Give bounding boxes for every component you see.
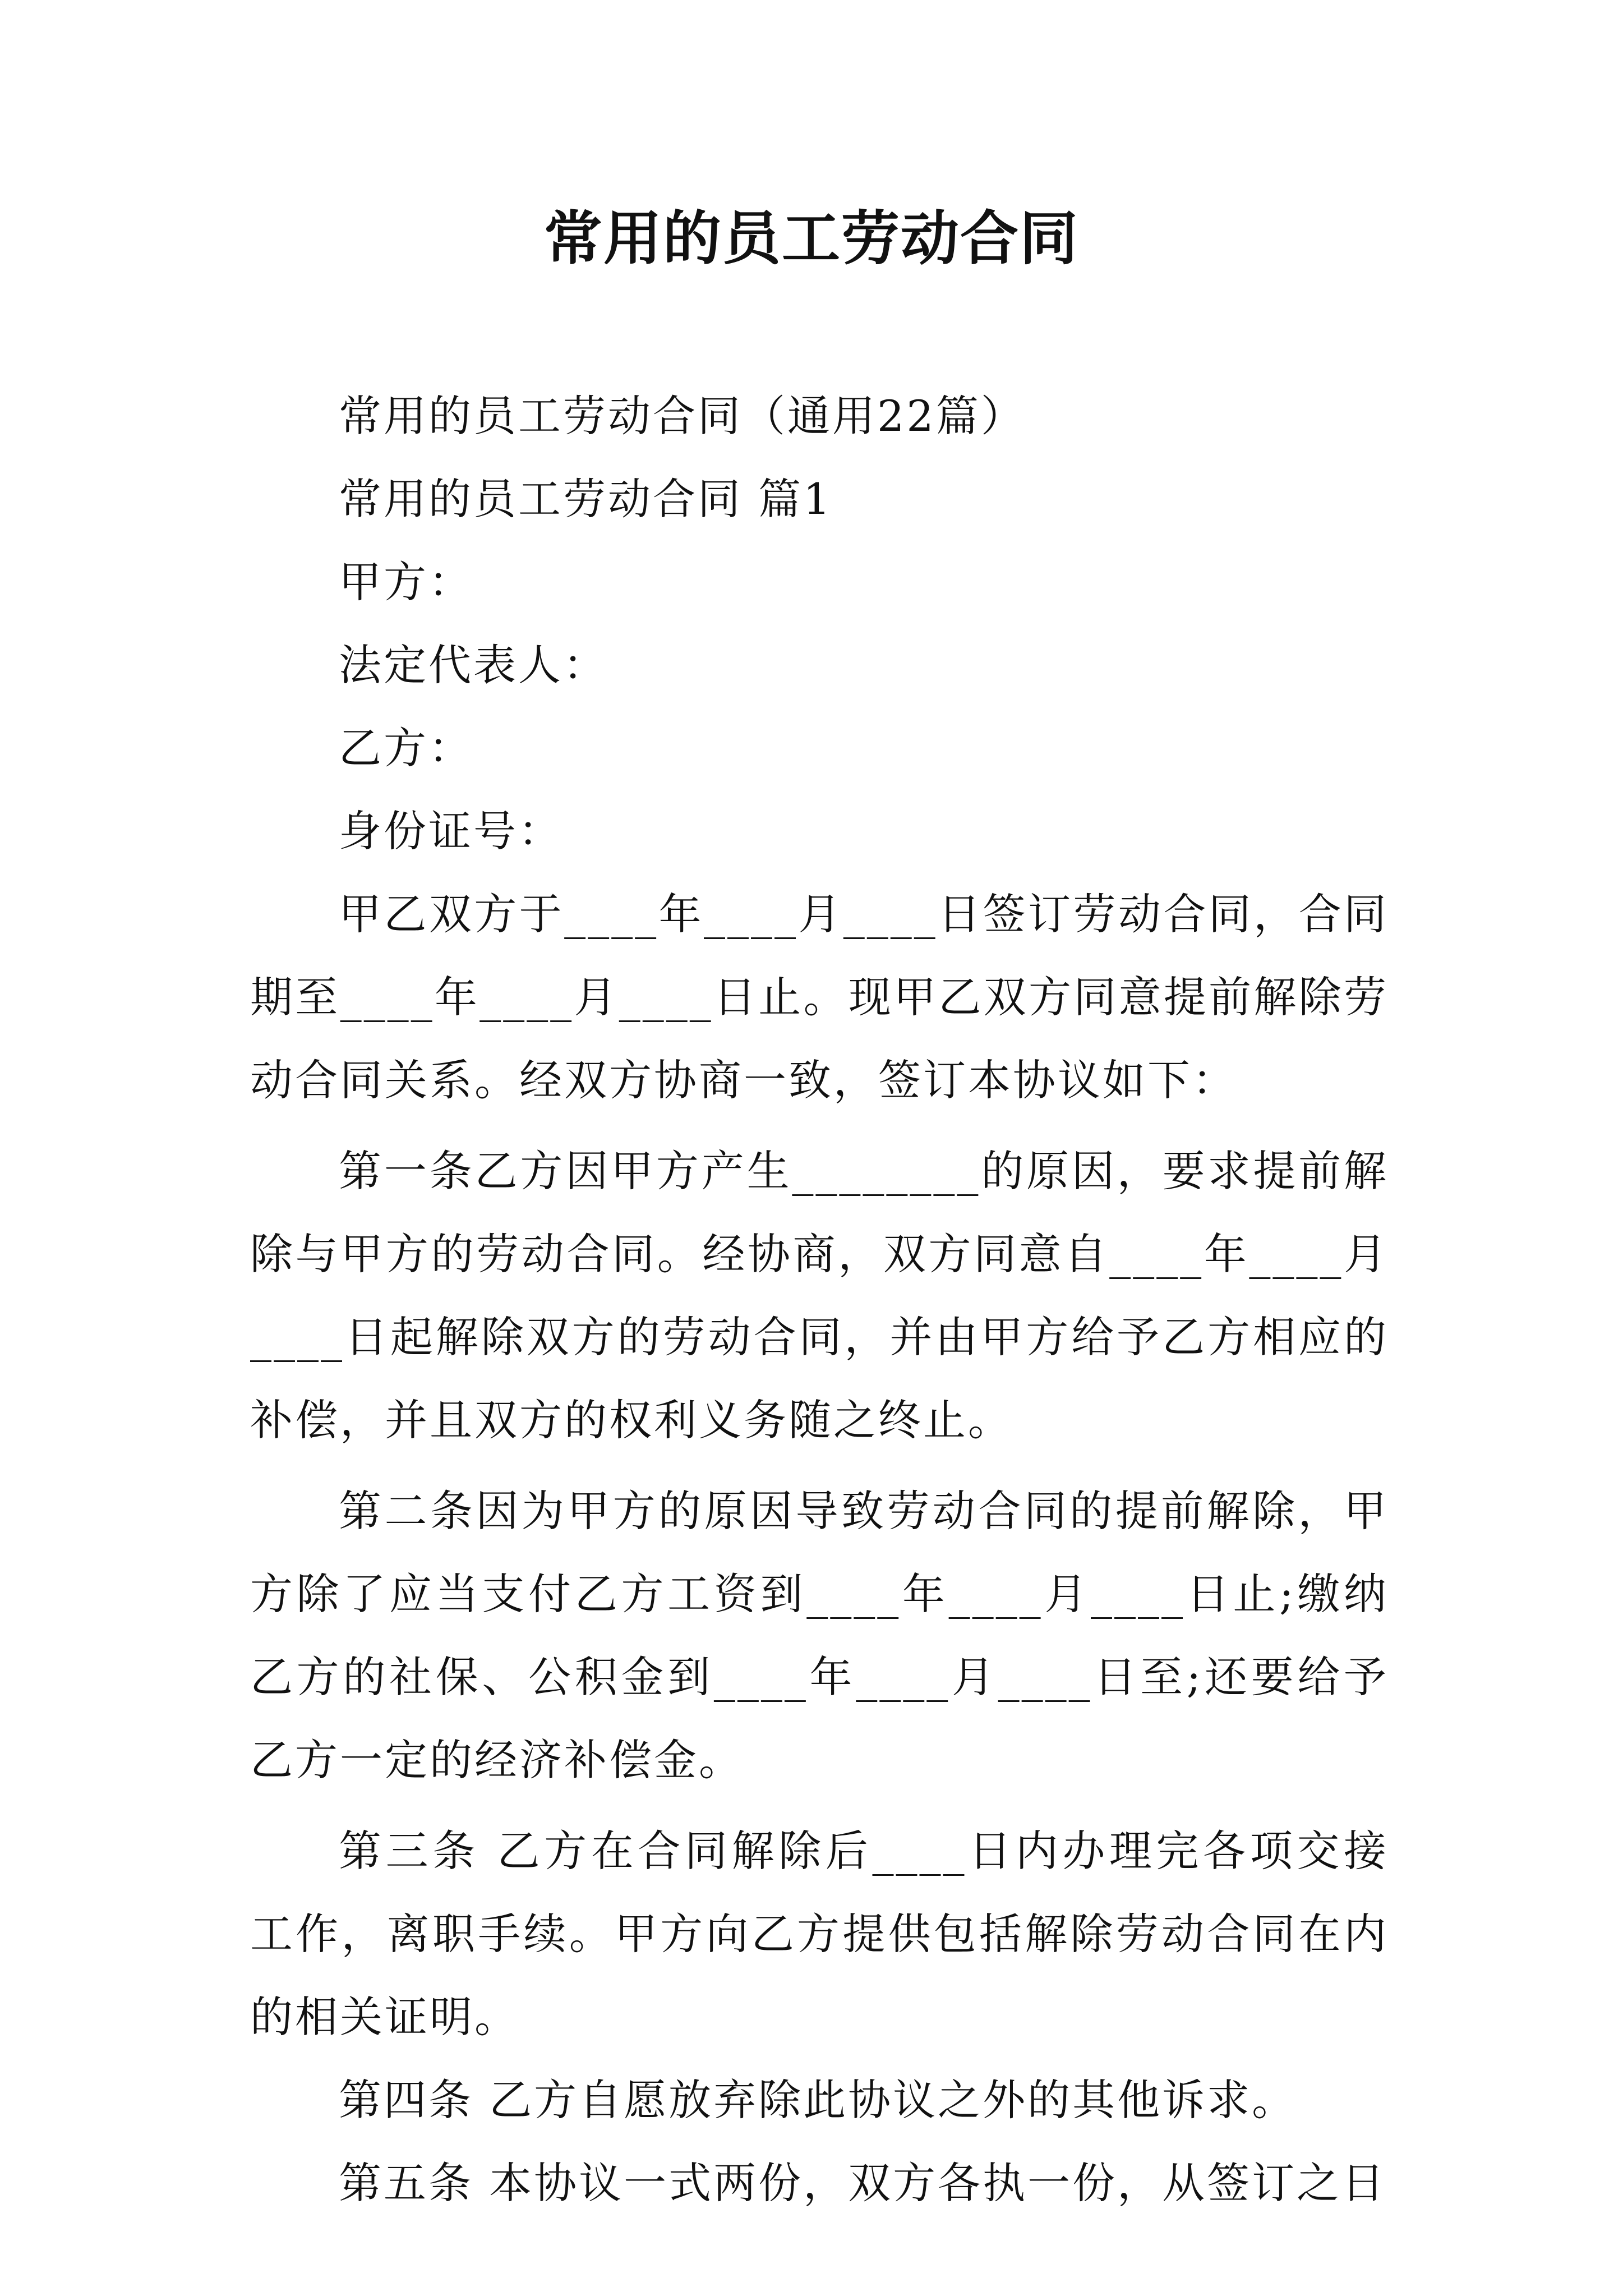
paragraph-party-a: 甲方： — [339, 557, 473, 607]
paragraph-article-1: 第一条乙方因甲方产生________的原因，要求提前解除与甲方的劳动合同。经协商，双方同意自____年____月____日起解除双方的劳动合同，并由甲方给予乙方相应的补偿，并且双方的权利义务随之终止。 — [250, 1146, 1389, 1445]
paragraph-party-b: 乙方： — [339, 723, 473, 773]
document-title: 常用的员工劳动合同 — [543, 204, 1079, 273]
paragraph-article-5: 第五条 本协议一式两份，双方各执一份，从签订之日 — [339, 2158, 1387, 2208]
document-body — [250, 375, 1389, 2225]
paragraph-article-4: 第四条 乙方自愿放弃除此协议之外的其他诉求。 — [339, 2075, 1297, 2125]
paragraph-legal-representative: 法定代表人： — [339, 640, 608, 690]
paragraph-id-number: 身份证号： — [339, 806, 563, 856]
paragraph-preamble: 甲乙双方于____年____月____日签订劳动合同，合同期至____年____月____日止。现甲乙双方同意提前解除劳动合同关系。经双方协商一致，签订本协议如下： — [250, 889, 1389, 1105]
paragraph-section-heading: 常用的员工劳动合同 篇1 — [339, 474, 833, 524]
paragraph-article-3: 第三条 乙方在合同解除后____日内办理完各项交接工作，离职手续。甲方向乙方提供包括解除劳动合同在内的相关证明。 — [250, 1826, 1389, 2042]
paragraph-article-2: 第二条因为甲方的原因导致劳动合同的提前解除，甲方除了应当支付乙方工资到____年____月____日止;缴纳乙方的社保、公积金到____年____月____日至;还要给予乙方一定的经济补偿金。 — [250, 1486, 1389, 1785]
paragraph-subtitle: 常用的员工劳动合同（通用22篇） — [339, 391, 1026, 441]
